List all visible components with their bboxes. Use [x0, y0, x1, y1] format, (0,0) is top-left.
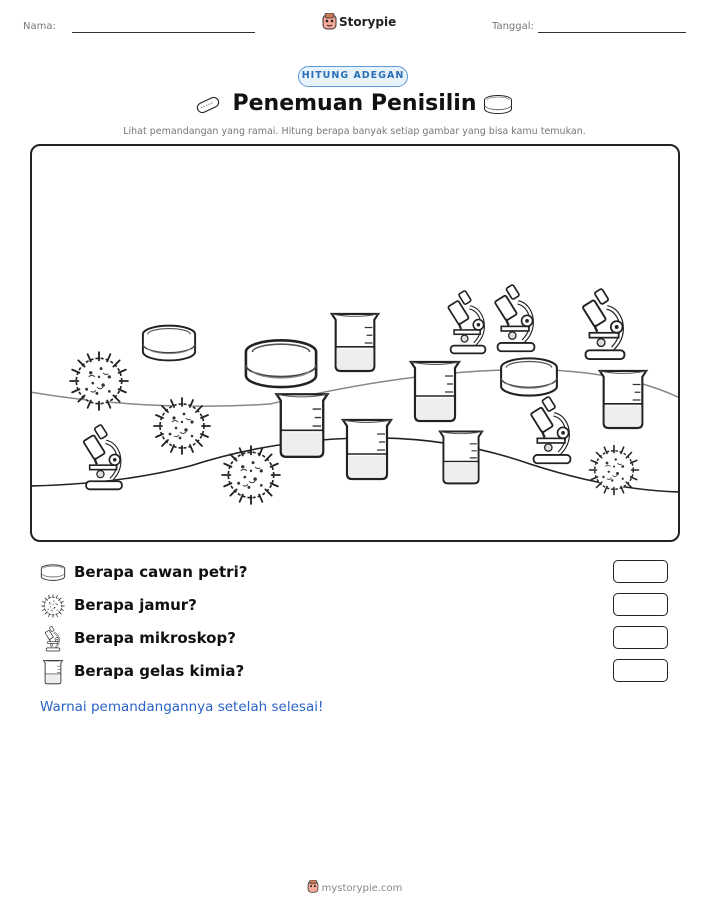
- counting-scene[interactable]: [30, 144, 680, 542]
- question-beaker: [40, 659, 670, 685]
- ground-line-back: [30, 370, 680, 407]
- coloring-instruction: Warnai pemandangannya setelah selesai!: [40, 699, 324, 715]
- answer-box-petri[interactable]: [613, 560, 668, 583]
- scene-microscope: [448, 290, 486, 353]
- footer: [0, 880, 709, 894]
- scene-mold: [154, 398, 210, 454]
- scene-beaker: [343, 420, 391, 479]
- brand-logo: [322, 13, 397, 31]
- scene-mold: [590, 446, 639, 495]
- date-label: Tanggal:: [492, 21, 534, 32]
- activity-badge: HITUNG ADEGAN: [298, 66, 408, 87]
- scene-microscope: [531, 396, 571, 463]
- storypie-mascot-icon: [322, 13, 337, 30]
- question-petri: [40, 560, 670, 586]
- question-mold: [40, 593, 670, 619]
- name-line[interactable]: [72, 32, 255, 33]
- question-text: Berapa mikroskop?: [74, 629, 236, 647]
- scene-beaker: [440, 432, 482, 484]
- mold-icon: [40, 593, 66, 619]
- scene-mold: [222, 446, 280, 504]
- question-text: Berapa jamur?: [74, 596, 197, 614]
- question-text: Berapa gelas kimia?: [74, 662, 245, 680]
- brand-name: Storypie: [339, 15, 397, 29]
- petri-dish-icon: [483, 94, 513, 116]
- scene-petri-dish: [246, 340, 316, 387]
- scene-microscope: [495, 284, 535, 351]
- scene-beaker: [600, 371, 646, 428]
- scene-beaker: [332, 314, 378, 371]
- name-label: Nama:: [23, 21, 56, 32]
- beaker-icon: [40, 659, 66, 685]
- question-text: Berapa cawan petri?: [74, 563, 248, 581]
- scene-illustration: [30, 144, 680, 542]
- scene-beaker: [277, 394, 328, 457]
- answer-box-mold[interactable]: [613, 593, 668, 616]
- storypie-mascot-icon: [307, 880, 319, 893]
- petri-dish-icon: [40, 560, 66, 586]
- page-title: Penemuan Penisilin: [232, 91, 477, 116]
- scene-mold: [70, 352, 128, 410]
- scene-petri-dish: [143, 326, 195, 361]
- microscope-icon: [40, 626, 66, 652]
- answer-box-beaker[interactable]: [613, 659, 668, 682]
- question-microscope: [40, 626, 670, 652]
- scene-petri-dish: [501, 358, 557, 395]
- scene-microscope: [582, 288, 624, 359]
- footer-url[interactable]: mystorypie.com: [321, 883, 403, 894]
- instructions: Lihat pemandangan yang ramai. Hitung berapa banyak setiap gambar yang bisa kamu temukan.: [123, 126, 586, 137]
- scene-beaker: [411, 362, 459, 421]
- date-line[interactable]: [538, 32, 686, 33]
- answer-box-microscope[interactable]: [613, 626, 668, 649]
